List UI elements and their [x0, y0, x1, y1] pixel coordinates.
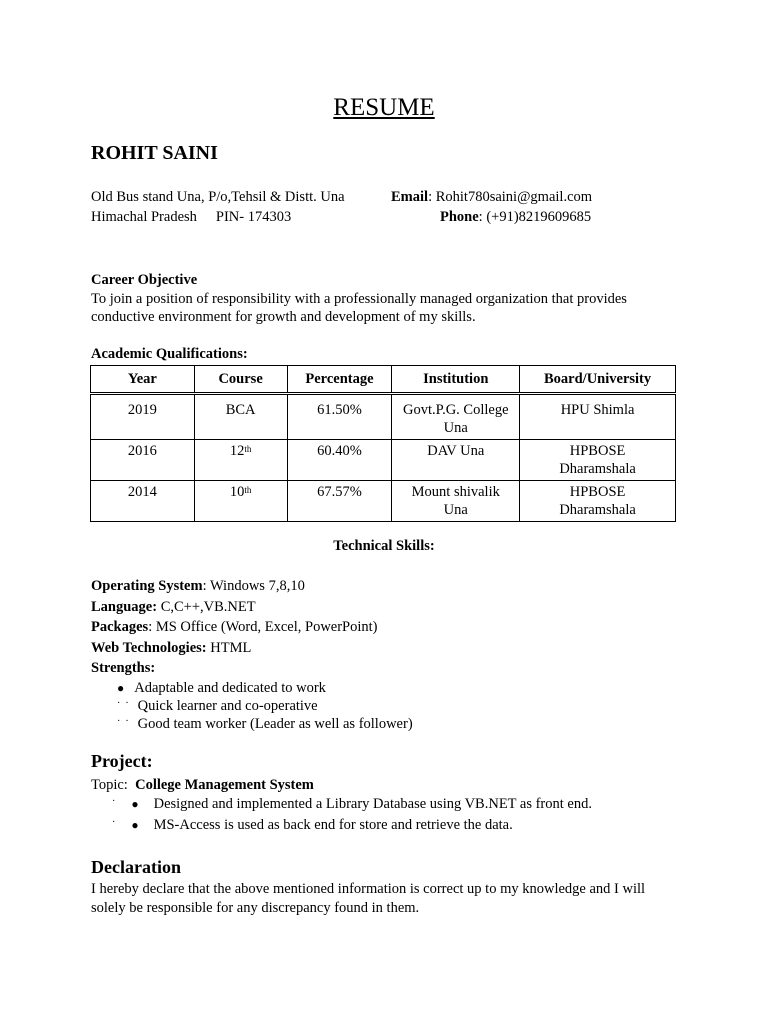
- list-item: · · Good team worker (Leader as well as follower): [117, 716, 413, 732]
- bullet-icon: · ·: [117, 698, 129, 709]
- bullet-icon: ●: [117, 681, 125, 695]
- web-technologies-line: Web Technologies: HTML: [91, 640, 252, 656]
- phone-line: [440, 208, 591, 226]
- cell-institution: DAV Una: [392, 440, 520, 481]
- declaration-line-2: solely be responsible for any discrepancy found in them.: [91, 900, 420, 916]
- academic-header-row: [91, 366, 676, 394]
- cell-year: 2016: [91, 440, 195, 481]
- email-line: [391, 188, 592, 206]
- project-heading: Project:: [91, 751, 153, 771]
- language-line: Language: C,C++,VB.NET: [91, 599, 256, 615]
- cell-percentage: 67.57%: [287, 481, 392, 522]
- project-topic: Topic: College Management System: [91, 777, 314, 793]
- bullet-icon: · ·: [117, 716, 129, 727]
- header-percentage: Percentage: [287, 366, 392, 394]
- academic-heading: Academic Qualifications:: [91, 346, 248, 362]
- address-pin: PIN- 174303: [215, 209, 292, 225]
- os-line: Operating System: Windows 7,8,10: [91, 578, 305, 594]
- strengths-heading: Strengths:: [91, 660, 156, 676]
- cell-institution: Mount shivalik Una: [392, 481, 520, 522]
- resume-title: RESUME: [333, 94, 435, 121]
- career-objective-line-2: conductive environment for growth and development of my skills.: [91, 309, 476, 325]
- address-line-2: [91, 208, 291, 226]
- header-board: Board/University: [520, 366, 676, 394]
- address-state: Himachal Pradesh: [91, 209, 197, 225]
- cell-year: 2014: [91, 481, 195, 522]
- list-item: · ● Designed and implemented a Library Database using VB.NET as front end.: [112, 796, 592, 812]
- table-row: [91, 481, 676, 522]
- cell-course: 12th: [194, 440, 287, 481]
- declaration-heading: Declaration: [91, 857, 181, 877]
- declaration-line-1: I hereby declare that the above mentioned information is correct up to my knowledge and I will: [91, 881, 646, 897]
- packages-line: Packages: MS Office (Word, Excel, PowerPoint): [91, 619, 378, 635]
- bullet-icon: ·: [112, 796, 116, 807]
- candidate-name: ROHIT SAINI: [91, 142, 218, 164]
- cell-board: HPBOSE Dharamshala: [520, 481, 676, 522]
- career-objective-heading: Career Objective: [91, 272, 198, 288]
- header-institution: Institution: [392, 366, 520, 394]
- cell-institution: Govt.P.G. College Una: [392, 394, 520, 440]
- list-item: · · Quick learner and co-operative: [117, 698, 318, 714]
- career-objective-line-1: To join a position of responsibility with a professionally managed organization that provides: [91, 291, 627, 307]
- table-row: [91, 394, 676, 440]
- technical-skills-heading: Technical Skills:: [333, 538, 435, 554]
- academic-table: [90, 365, 676, 522]
- cell-percentage: 61.50%: [287, 394, 392, 440]
- email-value: : Rohit780saini@gmail.com: [428, 189, 593, 205]
- cell-board: HPU Shimla: [520, 394, 676, 440]
- cell-course: BCA: [194, 394, 287, 440]
- list-item: · ● MS-Access is used as back end for store and retrieve the data.: [112, 817, 513, 833]
- address-line-1: Old Bus stand Una, P/o,Tehsil & Distt. Una: [91, 189, 345, 205]
- cell-board: HPBOSE Dharamshala: [520, 440, 676, 481]
- cell-course: 10th: [194, 481, 287, 522]
- email-label: Email: [391, 189, 429, 205]
- list-item: ● Adaptable and dedicated to work: [117, 680, 326, 696]
- bullet-icon: ·: [112, 817, 116, 828]
- table-row: [91, 440, 676, 481]
- cell-percentage: 60.40%: [287, 440, 392, 481]
- header-course: Course: [194, 366, 287, 394]
- cell-year: 2019: [91, 394, 195, 440]
- phone-value: : (+91)8219609685: [478, 209, 592, 225]
- header-year: Year: [91, 366, 195, 394]
- phone-label: Phone: [440, 209, 479, 225]
